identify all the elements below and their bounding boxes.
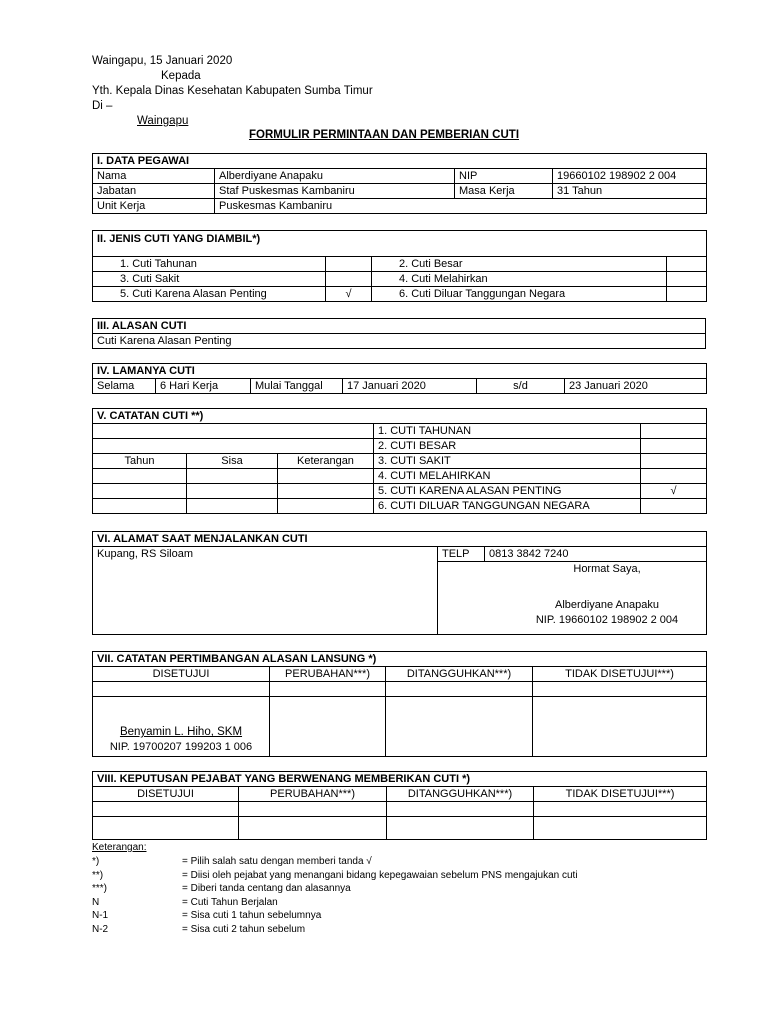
catatan-cuti-mark[interactable] <box>641 499 707 514</box>
keterangan-key: N <box>92 897 100 908</box>
section-title: IV. LAMANYA CUTI <box>93 364 707 379</box>
col-tahun: Tahun <box>93 454 187 469</box>
keterangan-key: ***) <box>92 883 108 894</box>
keterangan-desc: = Cuti Tahun Berjalan <box>182 897 278 908</box>
unit-kerja-value: Puskesmas Kambaniru <box>215 199 707 214</box>
keputusan-cell[interactable] <box>239 817 387 840</box>
nama-value: Alberdiyane Anapaku <box>215 169 455 184</box>
selama-value: 6 Hari Kerja <box>156 379 251 394</box>
section-title: II. JENIS CUTI YANG DIAMBIL*) <box>93 231 707 257</box>
catatan-cuti-label: 3. CUTI SAKIT <box>374 454 641 469</box>
catatan-cell[interactable] <box>93 469 187 484</box>
keterangan-desc: = Sisa cuti 1 tahun sebelumnya <box>182 910 322 921</box>
keputusan-cell[interactable] <box>534 817 707 840</box>
section-jenis-cuti <box>92 230 707 302</box>
jenis-cuti-label: 3. Cuti Sakit <box>93 272 326 287</box>
keterangan-desc: = Sisa cuti 2 tahun sebelum <box>182 924 306 935</box>
col-tidak-disetujui: TIDAK DISETUJUI***) <box>534 787 707 802</box>
nama-label: Nama <box>93 169 215 184</box>
keputusan-cell[interactable] <box>93 817 239 840</box>
catatan-cuti-mark[interactable] <box>641 439 707 454</box>
keterangan-key: **) <box>92 870 104 881</box>
catatan-cuti-mark[interactable] <box>641 424 707 439</box>
col-tidak-disetujui: TIDAK DISETUJUI***) <box>533 667 707 682</box>
sampai-tanggal-value: 23 Januari 2020 <box>565 379 707 394</box>
section-lamanya-cuti <box>92 363 707 394</box>
mulai-tanggal-value: 17 Januari 2020 <box>343 379 477 394</box>
catatan-cell[interactable] <box>93 499 187 514</box>
catatan-cell[interactable] <box>278 469 374 484</box>
keputusan-cell[interactable] <box>93 802 239 817</box>
col-keterangan: Keterangan <box>278 454 374 469</box>
mulai-tanggal-label: Mulai Tanggal <box>251 379 343 394</box>
applicant-nip: NIP. 19660102 198902 2 004 <box>535 614 679 626</box>
pertimbangan-cell[interactable] <box>386 697 533 757</box>
catatan-cuti-label: 4. CUTI MELAHIRKAN <box>374 469 641 484</box>
jabatan-value: Staf Puskesmas Kambaniru <box>215 184 455 199</box>
catatan-cuti-label: 6. CUTI DILUAR TANGGUNGAN NEGARA <box>374 499 641 514</box>
keterangan-key: N-1 <box>92 910 109 921</box>
pertimbangan-cell[interactable] <box>270 697 386 757</box>
pertimbangan-cell[interactable] <box>270 682 386 697</box>
keputusan-cell[interactable] <box>239 802 387 817</box>
keterangan-desc: = Pilih salah satu dengan memberi tanda √ <box>182 856 372 867</box>
sd-label: s/d <box>477 379 565 394</box>
section-catatan-cuti <box>92 408 707 514</box>
catatan-cell <box>93 424 374 439</box>
section-title: VIII. KEPUTUSAN PEJABAT YANG BERWENANG MEMBERIKAN CUTI *) <box>93 772 707 787</box>
catatan-cell[interactable] <box>278 484 374 499</box>
jenis-cuti-checkbox[interactable] <box>667 272 707 287</box>
recipient-city: Waingapu <box>137 115 189 127</box>
hormat-saya: Hormat Saya, <box>573 563 641 575</box>
telp-label: TELP <box>438 547 485 562</box>
jenis-cuti-label: 6. Cuti Diluar Tanggungan Negara <box>372 287 667 302</box>
applicant-name: Alberdiyane Anapaku <box>555 599 659 611</box>
jenis-cuti-checkbox[interactable] <box>667 287 707 302</box>
pertimbangan-cell[interactable] <box>533 682 707 697</box>
official-signature <box>93 697 270 757</box>
keterangan-title: Keterangan: <box>92 842 147 853</box>
catatan-cuti-mark[interactable] <box>641 469 707 484</box>
catatan-cell[interactable] <box>93 484 187 499</box>
col-perubahan: PERUBAHAN***) <box>239 787 387 802</box>
signature-block <box>438 562 707 635</box>
jenis-cuti-checkbox[interactable] <box>667 257 707 272</box>
keterangan-desc: = Diberi tanda centang dan alasannya <box>182 883 351 894</box>
section-title: III. ALASAN CUTI <box>93 319 706 334</box>
keputusan-cell[interactable] <box>387 802 534 817</box>
catatan-cell <box>93 439 374 454</box>
kepada-label: Kepada <box>161 70 201 82</box>
catatan-cell[interactable] <box>187 484 278 499</box>
nip-label: NIP <box>455 169 553 184</box>
place-date: Waingapu, 15 Januari 2020 <box>92 55 233 67</box>
catatan-cuti-label: 1. CUTI TAHUNAN <box>374 424 641 439</box>
alamat-value: Kupang, RS Siloam <box>93 547 438 562</box>
col-perubahan: PERUBAHAN***) <box>270 667 386 682</box>
col-ditangguhkan: DITANGGUHKAN***) <box>386 667 533 682</box>
alasan-cuti-value: Cuti Karena Alasan Penting <box>93 334 706 349</box>
form-title: FORMULIR PERMINTAAN DAN PEMBERIAN CUTI <box>248 129 520 141</box>
catatan-cuti-mark[interactable]: √ <box>641 484 707 499</box>
telp-value: 0813 3842 7240 <box>485 547 707 562</box>
jenis-cuti-label: 4. Cuti Melahirkan <box>372 272 667 287</box>
col-disetujui: DISETUJUI <box>93 667 270 682</box>
keterangan-key: *) <box>92 856 100 867</box>
unit-kerja-label: Unit Kerja <box>93 199 215 214</box>
keterangan-key: N-2 <box>92 924 109 935</box>
selama-label: Selama <box>93 379 156 394</box>
col-disetujui: DISETUJUI <box>93 787 239 802</box>
jenis-cuti-checkbox[interactable]: √ <box>326 287 372 302</box>
section-alamat <box>92 531 707 635</box>
pertimbangan-cell[interactable] <box>533 697 707 757</box>
keterangan-desc: = Diisi oleh pejabat yang menangani bidang kepegawaian sebelum PNS mengajukan cuti <box>182 870 578 881</box>
section-alasan-cuti <box>92 318 706 349</box>
catatan-cell[interactable] <box>187 499 278 514</box>
section-keputusan <box>92 771 707 840</box>
pertimbangan-cell[interactable] <box>386 682 533 697</box>
section-title: I. DATA PEGAWAI <box>93 154 707 169</box>
jenis-cuti-label: 1. Cuti Tahunan <box>93 257 326 272</box>
section-pertimbangan <box>92 651 707 757</box>
jabatan-label: Jabatan <box>93 184 215 199</box>
jenis-cuti-checkbox[interactable] <box>326 257 372 272</box>
keputusan-cell[interactable] <box>534 802 707 817</box>
recipient: Yth. Kepala Dinas Kesehatan Kabupaten Sumba Timur <box>92 85 373 97</box>
masa-kerja-label: Masa Kerja <box>455 184 553 199</box>
alamat-space <box>93 562 438 635</box>
official-nip: NIP. 19700207 199203 1 006 <box>109 741 253 753</box>
jenis-cuti-label: 2. Cuti Besar <box>372 257 667 272</box>
catatan-cell[interactable] <box>278 499 374 514</box>
catatan-cuti-label: 2. CUTI BESAR <box>374 439 641 454</box>
section-title: VII. CATATAN PERTIMBANGAN ALASAN LANSUNG *) <box>93 652 707 667</box>
section-title: VI. ALAMAT SAAT MENJALANKAN CUTI <box>93 532 707 547</box>
pertimbangan-cell[interactable] <box>93 682 270 697</box>
keputusan-cell[interactable] <box>387 817 534 840</box>
nip-value: 19660102 198902 2 004 <box>553 169 707 184</box>
catatan-cuti-label: 5. CUTI KARENA ALASAN PENTING <box>374 484 641 499</box>
col-ditangguhkan: DITANGGUHKAN***) <box>387 787 534 802</box>
col-sisa: Sisa <box>187 454 278 469</box>
catatan-cuti-mark[interactable] <box>641 454 707 469</box>
catatan-cell[interactable] <box>187 469 278 484</box>
section-data-pegawai <box>92 153 707 214</box>
jenis-cuti-label: 5. Cuti Karena Alasan Penting <box>93 287 326 302</box>
jenis-cuti-checkbox[interactable] <box>326 272 372 287</box>
official-name: Benyamin L. Hiho, SKM <box>119 726 243 738</box>
di-label: Di – <box>92 100 113 112</box>
masa-kerja-value: 31 Tahun <box>553 184 707 199</box>
section-title: V. CATATAN CUTI **) <box>93 409 707 424</box>
